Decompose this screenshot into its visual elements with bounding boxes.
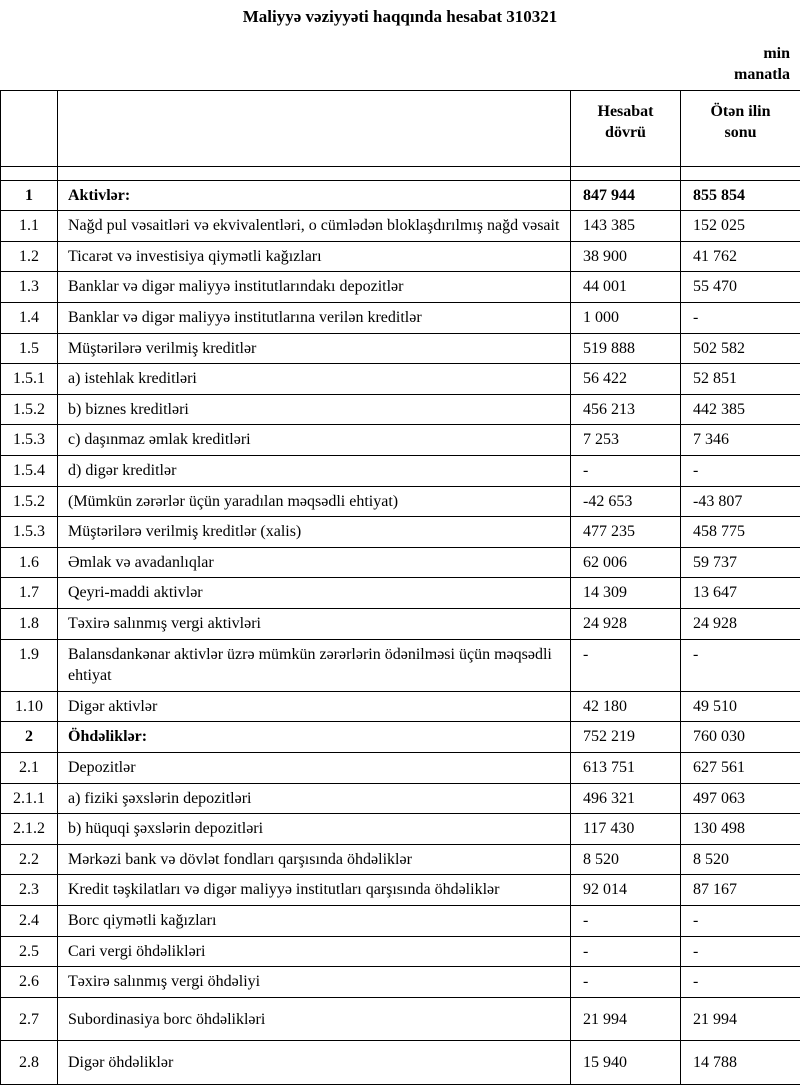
table-row xyxy=(1,333,800,364)
spacer-row xyxy=(1,166,800,180)
spacer-cell xyxy=(1,166,58,180)
table-row xyxy=(1,303,800,334)
row-label: Digər öhdəliklər xyxy=(58,1041,571,1085)
row-number: 1.1 xyxy=(1,211,58,242)
row-previous-value: 13 647 xyxy=(681,578,800,609)
row-previous-value: 41 762 xyxy=(681,241,800,272)
row-current-value: - xyxy=(571,936,681,967)
table-row xyxy=(1,517,800,548)
row-previous-value: 21 994 xyxy=(681,997,800,1041)
row-label: Müştərilərə verilmiş kreditlər xyxy=(58,333,571,364)
row-previous-value: 87 167 xyxy=(681,875,800,906)
row-number: 1.6 xyxy=(1,547,58,578)
row-number: 1.5.2 xyxy=(1,394,58,425)
row-previous-value: - xyxy=(681,936,800,967)
financial-position-table xyxy=(0,90,800,1085)
row-previous-value: - xyxy=(681,905,800,936)
row-label: Borc qiymətli kağızları xyxy=(58,905,571,936)
row-current-value: 7 253 xyxy=(571,425,681,456)
row-current-value: 143 385 xyxy=(571,211,681,242)
row-current-value: -42 653 xyxy=(571,486,681,517)
row-label: a) istehlak kreditləri xyxy=(58,364,571,395)
row-previous-value: 442 385 xyxy=(681,394,800,425)
row-number: 1.10 xyxy=(1,691,58,722)
unit-note-line1: min xyxy=(0,44,790,65)
row-previous-value: 49 510 xyxy=(681,691,800,722)
row-number: 1.7 xyxy=(1,578,58,609)
row-current-value: 56 422 xyxy=(571,364,681,395)
row-current-value: 519 888 xyxy=(571,333,681,364)
row-previous-value: 24 928 xyxy=(681,609,800,640)
row-number: 1.9 xyxy=(1,639,58,691)
row-current-value: - xyxy=(571,967,681,998)
row-previous-value: 59 737 xyxy=(681,547,800,578)
row-current-value: 496 321 xyxy=(571,783,681,814)
row-current-value: 1 000 xyxy=(571,303,681,334)
row-previous-value: 627 561 xyxy=(681,752,800,783)
row-number: 2.7 xyxy=(1,997,58,1041)
row-current-value: 24 928 xyxy=(571,609,681,640)
table-row xyxy=(1,997,800,1041)
row-label: Mərkəzi bank və dövlət fondları qarşısında öhdəliklər xyxy=(58,844,571,875)
table-row xyxy=(1,844,800,875)
row-label: d) digər kreditlər xyxy=(58,456,571,487)
table-row xyxy=(1,722,800,753)
table-row xyxy=(1,609,800,640)
table-row xyxy=(1,486,800,517)
row-label: Depozitlər xyxy=(58,752,571,783)
table-header-row xyxy=(1,90,800,166)
row-label: b) hüquqi şəxslərin depozitləri xyxy=(58,814,571,845)
row-previous-value: - xyxy=(681,967,800,998)
row-label: Balansdankənar aktivlər üzrə mümkün zərərlərin ödənilməsi üçün məqsədli ehtiyat xyxy=(58,639,571,691)
row-current-value: 42 180 xyxy=(571,691,681,722)
table-row xyxy=(1,578,800,609)
row-number: 2.1.1 xyxy=(1,783,58,814)
table-row xyxy=(1,875,800,906)
table-row xyxy=(1,752,800,783)
row-number: 1.2 xyxy=(1,241,58,272)
table-row xyxy=(1,639,800,691)
header-cell-current-period: Hesabat dövrü xyxy=(571,90,681,166)
row-label: Müştərilərə verilmiş kreditlər (xalis) xyxy=(58,517,571,548)
row-number: 2.5 xyxy=(1,936,58,967)
row-number: 2.1 xyxy=(1,752,58,783)
table-row xyxy=(1,180,800,211)
row-number: 1 xyxy=(1,180,58,211)
table-row xyxy=(1,241,800,272)
table-row xyxy=(1,967,800,998)
row-previous-value: 52 851 xyxy=(681,364,800,395)
row-number: 1.5.3 xyxy=(1,517,58,548)
row-number: 2.1.2 xyxy=(1,814,58,845)
spacer-cell xyxy=(681,166,800,180)
row-previous-value: 855 854 xyxy=(681,180,800,211)
row-previous-value: 130 498 xyxy=(681,814,800,845)
row-previous-value: -43 807 xyxy=(681,486,800,517)
row-number: 2.8 xyxy=(1,1041,58,1085)
row-current-value: 477 235 xyxy=(571,517,681,548)
row-label: Qeyri-maddi aktivlər xyxy=(58,578,571,609)
row-current-value: 847 944 xyxy=(571,180,681,211)
row-previous-value: 497 063 xyxy=(681,783,800,814)
row-number: 1.4 xyxy=(1,303,58,334)
row-previous-value: 8 520 xyxy=(681,844,800,875)
header-cell-previous-period: Ötən ilin sonu xyxy=(681,90,800,166)
row-current-value: 38 900 xyxy=(571,241,681,272)
row-number: 1.5.4 xyxy=(1,456,58,487)
row-number: 1.5 xyxy=(1,333,58,364)
row-current-value: 15 940 xyxy=(571,1041,681,1085)
row-label: a) fiziki şəxslərin depozitləri xyxy=(58,783,571,814)
row-number: 1.8 xyxy=(1,609,58,640)
row-label: b) biznes kreditləri xyxy=(58,394,571,425)
row-label: Əmlak və avadanlıqlar xyxy=(58,547,571,578)
row-label: Digər aktivlər xyxy=(58,691,571,722)
row-number: 1.5.1 xyxy=(1,364,58,395)
row-label: (Mümkün zərərlər üçün yaradılan məqsədli ehtiyat) xyxy=(58,486,571,517)
table-row xyxy=(1,691,800,722)
row-label: Təxirə salınmış vergi aktivləri xyxy=(58,609,571,640)
row-previous-value: 458 775 xyxy=(681,517,800,548)
spacer-cell xyxy=(58,166,571,180)
row-current-value: 456 213 xyxy=(571,394,681,425)
row-number: 1.5.3 xyxy=(1,425,58,456)
row-previous-value: - xyxy=(681,456,800,487)
table-row xyxy=(1,364,800,395)
table-row xyxy=(1,394,800,425)
row-number: 2.4 xyxy=(1,905,58,936)
row-label: Nağd pul vəsaitləri və ekvivalentləri, o cümlədən bloklaşdırılmış nağd vəsait xyxy=(58,211,571,242)
table-row xyxy=(1,936,800,967)
row-label: Öhdəliklər: xyxy=(58,722,571,753)
page-title: Maliyyə vəziyyəti haqqında hesabat 310321 xyxy=(0,0,800,28)
table-row xyxy=(1,456,800,487)
row-number: 2.3 xyxy=(1,875,58,906)
row-number: 1.5.2 xyxy=(1,486,58,517)
row-current-value: 14 309 xyxy=(571,578,681,609)
table-row xyxy=(1,905,800,936)
table-row xyxy=(1,814,800,845)
table-row xyxy=(1,547,800,578)
row-label: Ticarət və investisiya qiymətli kağızları xyxy=(58,241,571,272)
row-current-value: 752 219 xyxy=(571,722,681,753)
report-table-body xyxy=(1,166,800,1084)
row-current-value: 62 006 xyxy=(571,547,681,578)
row-label: Banklar və digər maliyyə institutlarına verilən kreditlər xyxy=(58,303,571,334)
row-number: 2 xyxy=(1,722,58,753)
row-label: Aktivlər: xyxy=(58,180,571,211)
row-previous-value: 502 582 xyxy=(681,333,800,364)
row-previous-value: - xyxy=(681,303,800,334)
row-previous-value: 760 030 xyxy=(681,722,800,753)
row-previous-value: 55 470 xyxy=(681,272,800,303)
row-label: Kredit təşkilatları və digər maliyyə institutları qarşısında öhdəliklər xyxy=(58,875,571,906)
table-row xyxy=(1,425,800,456)
row-label: Cari vergi öhdəlikləri xyxy=(58,936,571,967)
row-number: 2.2 xyxy=(1,844,58,875)
row-current-value: 117 430 xyxy=(571,814,681,845)
row-number: 2.6 xyxy=(1,967,58,998)
row-current-value: 92 014 xyxy=(571,875,681,906)
spacer-cell xyxy=(571,166,681,180)
row-label: c) daşınmaz əmlak kreditləri xyxy=(58,425,571,456)
table-row xyxy=(1,272,800,303)
header-cell-empty-label xyxy=(58,90,571,166)
table-row xyxy=(1,783,800,814)
row-previous-value: 14 788 xyxy=(681,1041,800,1085)
unit-note-line2: manatla xyxy=(0,65,790,86)
table-row xyxy=(1,211,800,242)
row-previous-value: 7 346 xyxy=(681,425,800,456)
header-cell-empty-num xyxy=(1,90,58,166)
row-current-value: 21 994 xyxy=(571,997,681,1041)
row-current-value: 44 001 xyxy=(571,272,681,303)
row-number: 1.3 xyxy=(1,272,58,303)
row-previous-value: - xyxy=(681,639,800,691)
row-current-value: - xyxy=(571,905,681,936)
unit-note xyxy=(0,44,800,86)
row-label: Banklar və digər maliyyə institutlarındakı depozitlər xyxy=(58,272,571,303)
row-current-value: - xyxy=(571,456,681,487)
row-label: Təxirə salınmış vergi öhdəliyi xyxy=(58,967,571,998)
table-row xyxy=(1,1041,800,1085)
row-current-value: 8 520 xyxy=(571,844,681,875)
row-label: Subordinasiya borc öhdəlikləri xyxy=(58,997,571,1041)
row-current-value: 613 751 xyxy=(571,752,681,783)
row-current-value: - xyxy=(571,639,681,691)
row-previous-value: 152 025 xyxy=(681,211,800,242)
